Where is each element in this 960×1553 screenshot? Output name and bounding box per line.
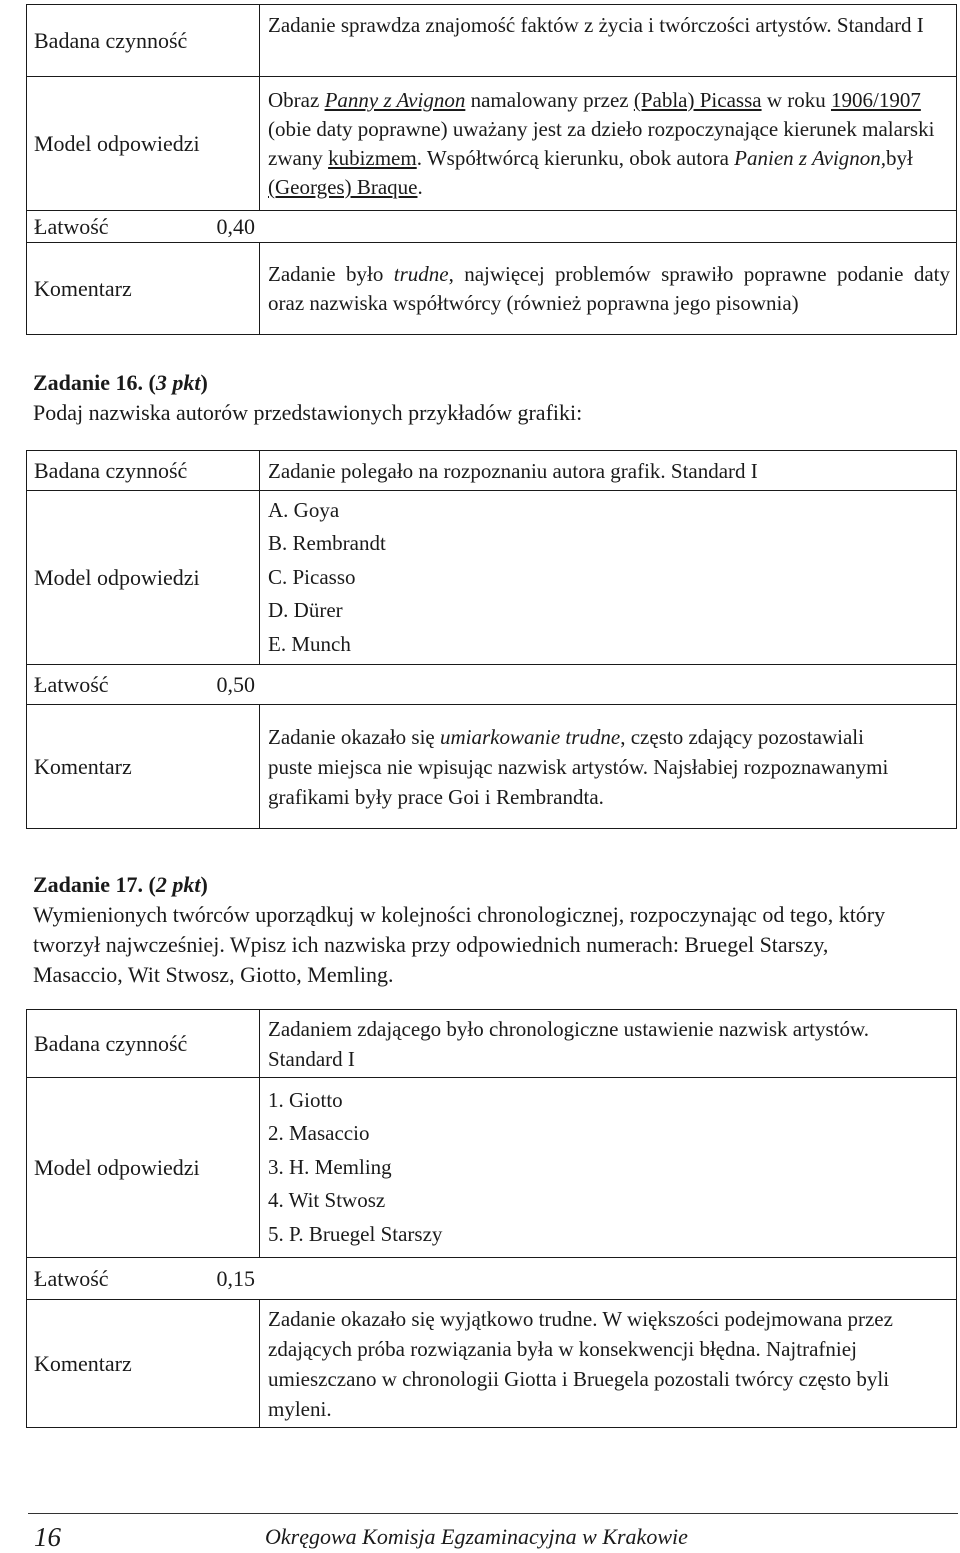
task17-table: [26, 1009, 957, 1428]
model-text: . Współtwórcą kierunku, obok autora: [416, 145, 735, 170]
answer-item: E. Munch: [268, 631, 351, 656]
task17-komentarz-label: Komentarz: [27, 1300, 260, 1428]
paren: (: [148, 872, 156, 897]
task17-komentarz-value: Zadanie okazało się wyjątkowo trudne. W większości podejmowana przez zdających próba rozwiązania była w konsekwencji błędna. Najtrafniej umieszczano w chronologii Giotta i Bruegela pozostali twórcy często byli myleni.: [260, 1300, 957, 1428]
task17-title: [33, 870, 913, 900]
task15-latwosc-value: 0,40: [216, 213, 256, 239]
task16-badana-label: Badana czynność: [27, 451, 260, 491]
model-text: był: [886, 145, 913, 170]
model-title-painting-2: Panien z Avignon,: [734, 145, 887, 170]
footer-organization: Okręgowa Komisja Egzaminacyjna w Krakowie: [265, 1524, 688, 1549]
task16-badana-value: Zadanie polegało na rozpoznaniu autora grafik. Standard I: [260, 451, 957, 491]
task15-latwosc-label: Łatwość: [34, 213, 109, 239]
task17-model-value: [260, 1078, 957, 1258]
task17-question: Wymienionych twórców uporządkuj w kolejności chronologicznej, rozpoczynając od tego, który tworzył najwcześniej. Wpisz ich nazwiska przy odpowiednich numerach: Bruegel Starszy, Masaccio, Wit Stwosz, Giotto, Memling.: [33, 902, 886, 987]
model-text: Obraz: [268, 87, 325, 112]
task17-points: 2 pkt: [155, 872, 201, 897]
task15-komentarz-label: Komentarz: [27, 243, 260, 335]
task16-title: [33, 368, 913, 398]
task16-table: [26, 450, 957, 829]
paren: (: [148, 370, 156, 395]
model-text: .: [417, 174, 423, 199]
answer-item: 4. Wit Stwosz: [268, 1188, 386, 1213]
komentarz-text: Zadanie było: [268, 261, 394, 286]
task15-badana-value: [260, 5, 957, 77]
model-title-painting: Panny z Avignon: [324, 87, 466, 112]
answer-item: D. Dürer: [268, 598, 343, 623]
task15-latwosc-row: [27, 211, 957, 243]
page-number: 16: [34, 1522, 61, 1552]
model-answer-movement: kubizmem: [328, 145, 417, 170]
task16-model-value: [260, 491, 957, 665]
task17-model-label: Model odpowiedzi: [27, 1078, 260, 1258]
task16-points: 3 pkt: [155, 370, 201, 395]
task15-model-value: [260, 77, 957, 211]
task16-komentarz-value: [260, 705, 957, 829]
model-text: w roku: [761, 87, 831, 112]
model-text: (obie daty poprawne) uważany jest za dzieło rozpoczynające kierunek malarski zwany: [268, 116, 935, 170]
task15-komentarz-value: [260, 243, 957, 335]
answer-item: 1. Giotto: [268, 1087, 343, 1112]
task15-table: [26, 4, 957, 335]
task16-komentarz-label: Komentarz: [27, 705, 260, 829]
task17-latwosc-value: 0,15: [216, 1265, 256, 1291]
task16-heading: [33, 368, 913, 428]
task15-badana-label: Badana czynność: [27, 5, 260, 77]
model-answer-coauthor: (Georges) Braque: [268, 174, 418, 199]
task17-latwosc-row: [27, 1258, 957, 1300]
paren: ): [200, 370, 208, 395]
answer-item: 5. P. Bruegel Starszy: [268, 1221, 443, 1246]
task16-number: Zadanie 16.: [33, 370, 149, 395]
answer-item: 3. H. Memling: [268, 1154, 392, 1179]
task17-badana-value: Zadaniem zdającego było chronologiczne ustawienie nazwisk artystów. Standard I: [260, 1010, 957, 1078]
model-answer-artist: (Pabla) Picassa: [633, 87, 762, 112]
answer-item: C. Picasso: [268, 564, 356, 589]
model-text: namalowany przez: [465, 87, 634, 112]
answer-item: B. Rembrandt: [268, 531, 386, 556]
komentarz-emphasis: umiarkowanie trudne: [440, 724, 621, 749]
task17-number: Zadanie 17.: [33, 872, 149, 897]
answer-item: 2. Masaccio: [268, 1121, 370, 1146]
task15-badana-text: Zadanie sprawdza znajomość faktów z życia i twórczości artystów. Standard I: [268, 13, 924, 37]
komentarz-emphasis: trudne: [393, 261, 449, 286]
task15-model-label: Model odpowiedzi: [27, 77, 260, 211]
task17-latwosc-label: Łatwość: [34, 1265, 109, 1291]
komentarz-text: , najwięcej problemów sprawiło poprawne podanie daty oraz nazwiska współtwórcy (również poprawna jego pisownia): [268, 261, 950, 315]
task17-heading: [33, 870, 913, 990]
task16-question: Podaj nazwiska autorów przedstawionych przykładów grafiki:: [33, 400, 583, 425]
task16-latwosc-label: Łatwość: [34, 671, 109, 697]
task16-model-label: Model odpowiedzi: [27, 491, 260, 665]
paren: ): [200, 872, 208, 897]
komentarz-text: , często zdający pozostawiali puste miejsca nie wpisując nazwisk artystów. Najsłabiej rozpoznawanymi grafikami były prace Goi i Rembrandta.: [268, 724, 889, 809]
answer-item: A. Goya: [268, 497, 340, 522]
task16-latwosc-value: 0,50: [216, 671, 256, 697]
task16-latwosc-row: [27, 665, 957, 705]
model-answer-year: 1906/1907: [830, 87, 921, 112]
footer-rule: [28, 1513, 958, 1514]
task17-badana-label: Badana czynność: [27, 1010, 260, 1078]
komentarz-text: Zadanie okazało się: [268, 724, 440, 749]
